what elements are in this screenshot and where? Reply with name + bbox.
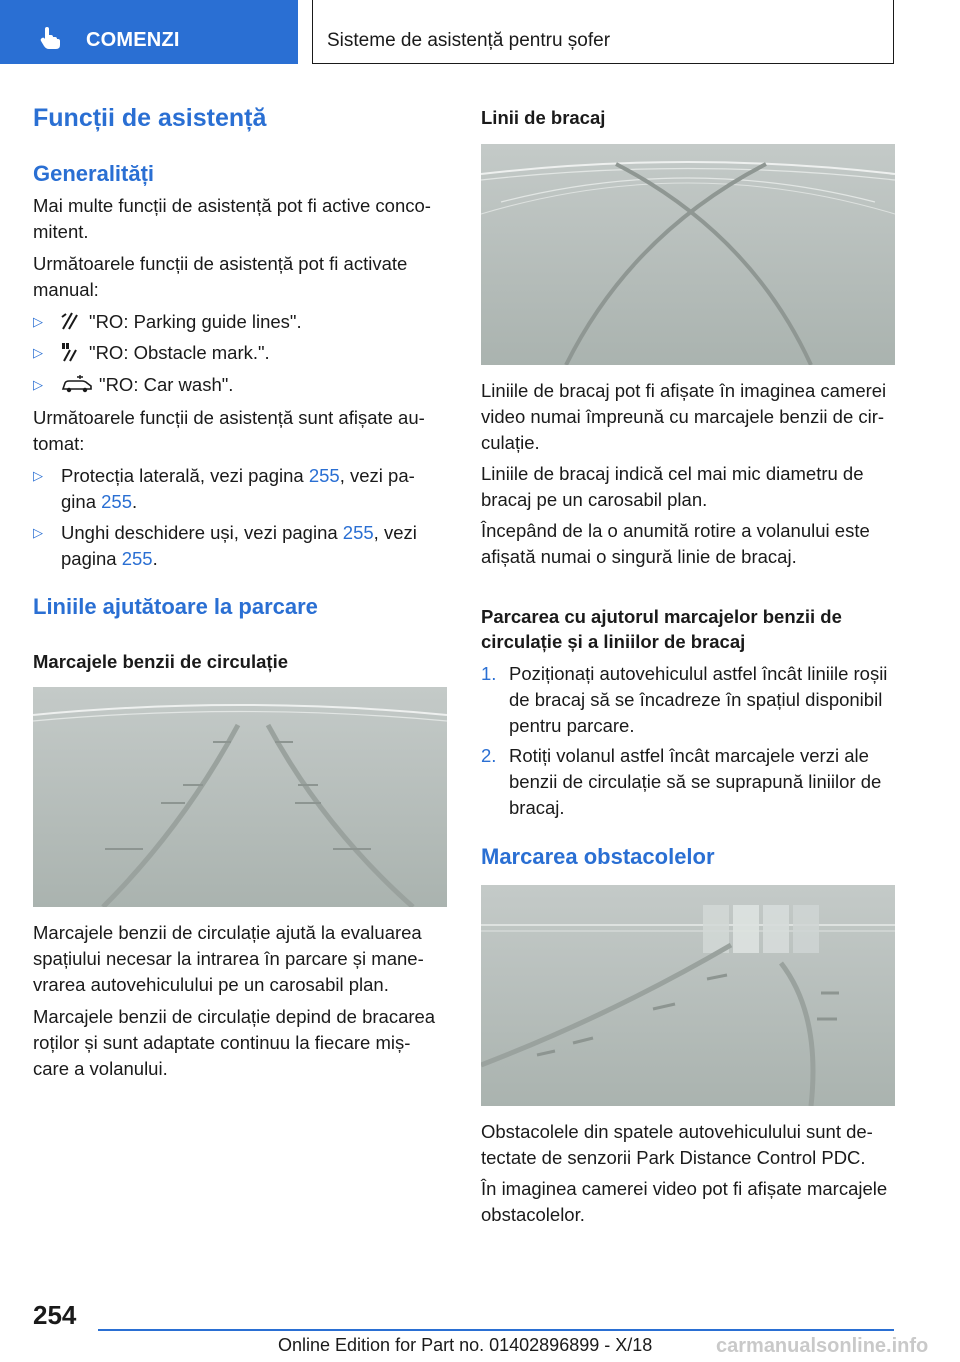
paragraph-turning-2: Liniile de bracaj indică cel mai mic diametru de bracaj pe un carosabil plan. bbox=[481, 463, 864, 510]
footer-divider bbox=[98, 1329, 894, 1331]
section-label: COMENZI bbox=[86, 29, 180, 51]
turning-lines-image bbox=[481, 144, 895, 365]
page-link[interactable]: 255 bbox=[308, 465, 340, 486]
heading-assistance-functions: Funcții de asistență bbox=[33, 104, 267, 132]
heading-turning-lines: Linii de bracaj bbox=[481, 107, 606, 128]
chapter-title: Sisteme de asistență pentru șofer bbox=[327, 30, 611, 51]
chapter-header bbox=[312, 0, 894, 64]
paragraph-obstacles-2: În imaginea camerei video pot fi afișate marcajele obstacolelor. bbox=[481, 1178, 888, 1225]
triangle-right-icon: ▷ bbox=[33, 525, 43, 540]
list-item-car-wash: ▷ "RO: Car wash". bbox=[33, 372, 447, 398]
step-2: 2. Rotiți volanul astfel încât marcajele verzi ale benzii de circulație să se suprapună liniilor de bracaj. bbox=[481, 745, 882, 818]
paragraph-lane-markings-2: Marcajele benzii de circulație depind de bracarea roților și sunt adaptate continuu la fiecare miș- care a volanului. bbox=[33, 1006, 436, 1079]
page-link[interactable]: 255 bbox=[101, 491, 132, 512]
edition-text: Online Edition for Part no. 01402896899 - X/18 bbox=[278, 1335, 653, 1355]
paragraph-auto-functions: Următoarele funcții de asistență sunt afișate au- tomat: bbox=[33, 407, 425, 454]
heading-general: Generalități bbox=[33, 161, 155, 186]
hand-pointer-icon bbox=[38, 24, 64, 50]
heading-parking-with-markings: Parcarea cu ajutorul marcajelor benzii de circulație și a liniilor de bracaj bbox=[481, 606, 842, 652]
paragraph-turning-3: Începând de la o anumită rotire a volanului este afișată numai o singură linie de bracaj. bbox=[481, 520, 870, 567]
obstacle-marking-image bbox=[481, 885, 895, 1106]
section-tab bbox=[0, 0, 298, 64]
list-item-door-angle: ▷ Unghi deschidere uși, vezi pagina 255, vezi pagina 255. bbox=[33, 522, 417, 569]
paragraph-general-1: Mai multe funcții de asistență pot fi active conco- mitent. bbox=[33, 195, 431, 242]
list-item-parking-lines: ▷ "RO: Parking guide lines". bbox=[33, 309, 447, 335]
page-link[interactable]: 255 bbox=[121, 548, 153, 569]
paragraph-general-2: Următoarele funcții de asistență pot fi activate manual: bbox=[33, 253, 408, 300]
car-wash-icon bbox=[60, 374, 94, 394]
parking-lines-icon bbox=[60, 311, 80, 331]
paragraph-turning-1: Liniile de bracaj pot fi afișate în imaginea camerei video numai împreună cu marcajele benzii de cir- culație. bbox=[481, 380, 887, 453]
triangle-right-icon: ▷ bbox=[33, 314, 43, 329]
paragraph-obstacles-1: Obstacolele din spatele autovehiculului sunt de- tectate de senzorii Park Distance Control PDC. bbox=[481, 1121, 873, 1168]
obstacle-mark-icon bbox=[60, 342, 80, 362]
list-item-side-protection: ▷ Protecția laterală, vezi pagina 255, vezi pa- gina 255. bbox=[33, 465, 415, 512]
heading-lane-markings: Marcajele benzii de circulație bbox=[33, 651, 288, 672]
watermark: carmanualsonline.info bbox=[716, 1335, 929, 1357]
lane-markings-image bbox=[33, 687, 447, 907]
heading-parking-guide-lines: Liniile ajutătoare la parcare bbox=[33, 594, 318, 619]
page-number: 254 bbox=[33, 1300, 77, 1330]
page-link[interactable]: 255 bbox=[342, 522, 374, 543]
triangle-right-icon: ▷ bbox=[33, 345, 43, 360]
paragraph-lane-markings-1: Marcajele benzii de circulație ajută la evaluarea spațiului necesar la intrarea în parcare și mane- vrarea autovehiculului pe un carosabil plan. bbox=[33, 922, 424, 995]
triangle-right-icon: ▷ bbox=[33, 377, 43, 392]
list-item-obstacle-mark: ▷ "RO: Obstacle mark.". bbox=[33, 340, 447, 366]
step-1: 1. Poziționați autovehiculul astfel încât liniile roșii de bracaj să se încadreze în spațiul disponibil pentru parcare. bbox=[481, 663, 888, 736]
triangle-right-icon: ▷ bbox=[33, 468, 43, 483]
heading-obstacle-marking: Marcarea obstacolelor bbox=[481, 844, 715, 869]
